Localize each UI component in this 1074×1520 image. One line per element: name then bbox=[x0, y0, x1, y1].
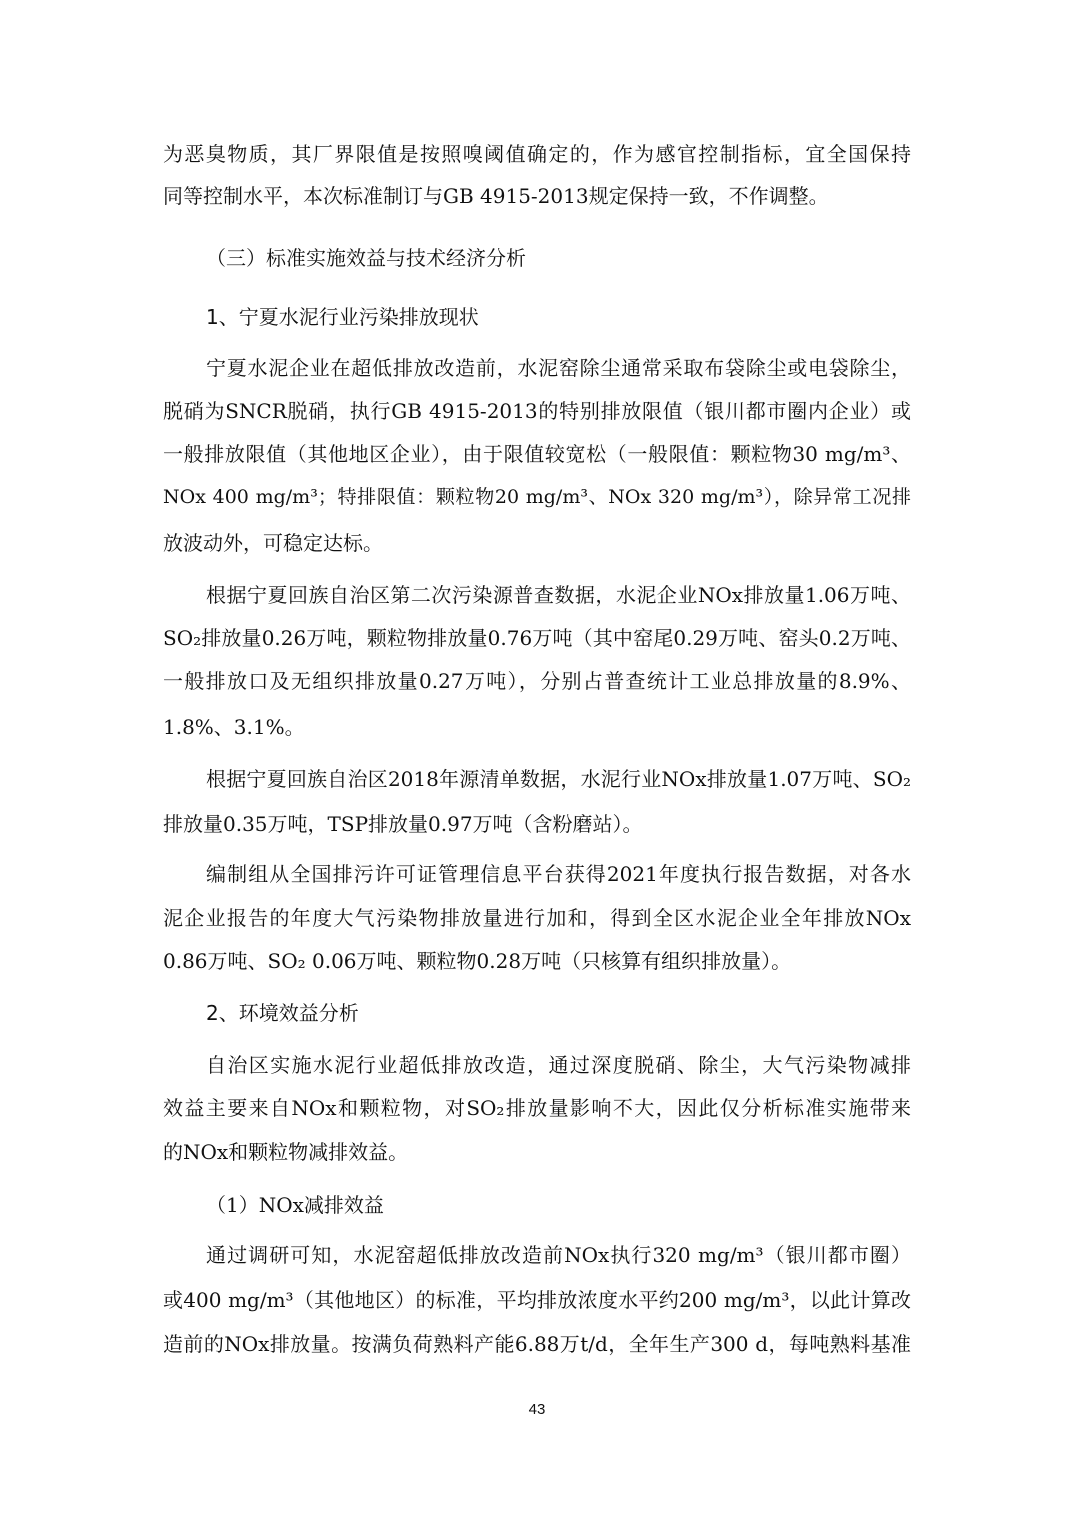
body-text-line: 同等控制水平，本次标准制订与GB 4915-2013规定保持一致，不作调整。 bbox=[163, 184, 829, 208]
body-text-line: 1.8%、3.1%。 bbox=[163, 715, 305, 739]
body-text-line: SO₂排放量0.26万吨，颗粒物排放量0.76万吨（其中窑尾0.29万吨、窑头0.2万吨、 bbox=[163, 626, 911, 650]
body-text-line: 宁夏水泥企业在超低排放改造前，水泥窑除尘通常采取布袋除尘或电袋除尘， bbox=[206, 356, 911, 380]
body-text-line: 一般排放口及无组织排放量0.27万吨），分别占普查统计工业总排放量的8.9%、 bbox=[163, 669, 911, 693]
body-text-line: 脱硝为SNCR脱硝，执行GB 4915-2013的特别排放限值（银川都市圈内企业）或 bbox=[163, 399, 911, 423]
body-text-line: 放波动外，可稳定达标。 bbox=[163, 531, 383, 555]
body-text-line: 的NOx和颗粒物减排效益。 bbox=[163, 1140, 409, 1164]
body-text-line: 泥企业报告的年度大气污染物排放量进行加和，得到全区水泥企业全年排放NOx bbox=[163, 906, 911, 930]
section-heading: （三）标准实施效益与技术经济分析 bbox=[206, 246, 526, 270]
subsection-heading: 2、环境效益分析 bbox=[206, 1001, 359, 1025]
body-text-line: 造前的NOx排放量。按满负荷熟料产能6.88万t/d，全年生产300 d，每吨熟料基准 bbox=[163, 1332, 911, 1356]
body-text-line: 根据宁夏回族自治区第二次污染源普查数据，水泥企业NOx排放量1.06万吨、 bbox=[206, 583, 911, 607]
body-text-line: 为恶臭物质，其厂界限值是按照嗅阈值确定的，作为感官控制指标，宜全国保持 bbox=[163, 142, 911, 166]
subsection-heading: （1）NOx减排效益 bbox=[206, 1193, 384, 1217]
body-text-line: 排放量0.35万吨，TSP排放量0.97万吨（含粉磨站）。 bbox=[163, 812, 643, 836]
page-number: 43 bbox=[528, 1401, 546, 1418]
body-text-line: 效益主要来自NOx和颗粒物，对SO₂排放量影响不大，因此仅分析标准实施带来 bbox=[163, 1096, 911, 1120]
body-text-line: 或400 mg/m³（其他地区）的标准，平均排放浓度水平约200 mg/m³，以此计算改 bbox=[163, 1288, 911, 1312]
body-text-line: 0.86万吨、SO₂ 0.06万吨、颗粒物0.28万吨（只核算有组织排放量）。 bbox=[163, 949, 792, 973]
body-text-line: 自治区实施水泥行业超低排放改造，通过深度脱硝、除尘，大气污染物减排 bbox=[206, 1053, 911, 1077]
subsection-heading: 1、宁夏水泥行业污染排放现状 bbox=[206, 305, 479, 329]
body-text-line: 根据宁夏回族自治区2018年源清单数据，水泥行业NOx排放量1.07万吨、SO₂ bbox=[206, 767, 911, 791]
body-text-line: 一般排放限值（其他地区企业），由于限值较宽松（一般限值：颗粒物30 mg/m³、 bbox=[163, 442, 911, 466]
body-text-line: 编制组从全国排污许可证管理信息平台获得2021年度执行报告数据，对各水 bbox=[206, 862, 911, 886]
body-text-line: 通过调研可知，水泥窑超低排放改造前NOx执行320 mg/m³（银川都市圈） bbox=[206, 1243, 911, 1267]
body-text-line: NOx 400 mg/m³；特排限值：颗粒物20 mg/m³、NOx 320 mg/m³），除异常工况排 bbox=[163, 486, 911, 508]
